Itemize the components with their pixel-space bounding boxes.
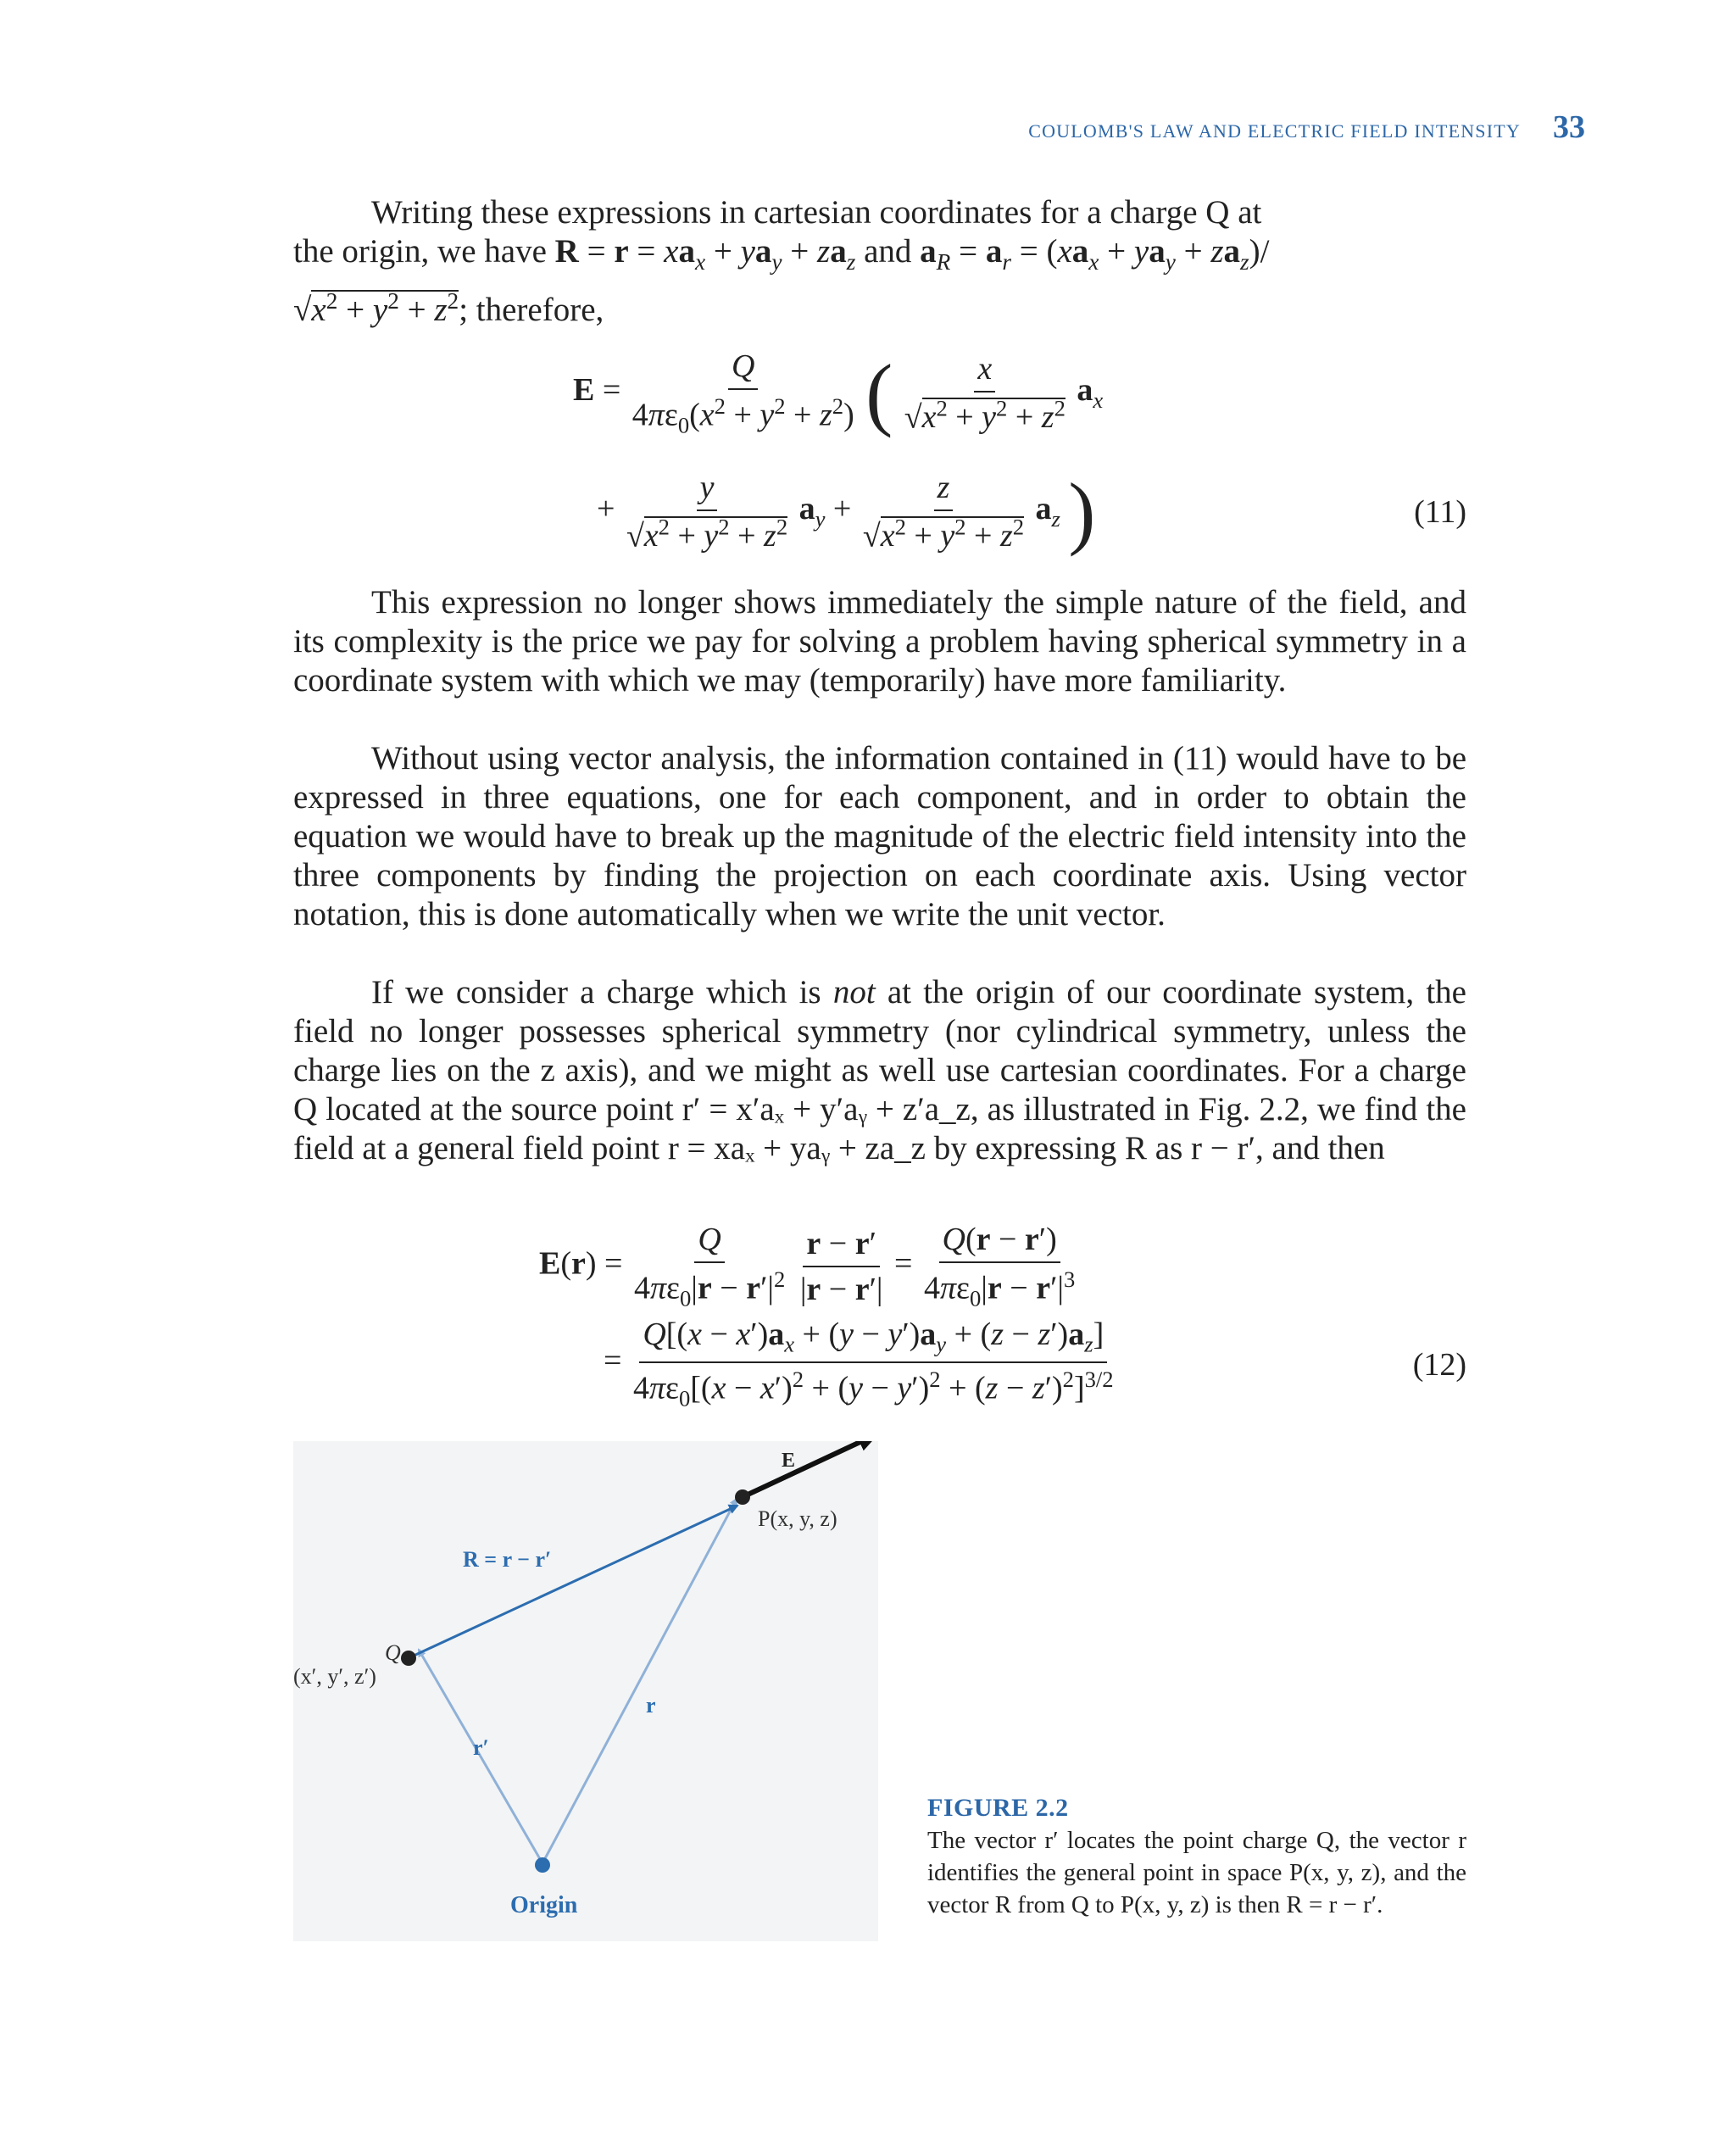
intro-line-1: Writing these expressions in cartesian coordinates for a charge Q at [371, 194, 1262, 231]
R-vector [412, 1506, 737, 1656]
running-title: COULOMB'S LAW AND ELECTRIC FIELD INTENSITY [1028, 120, 1521, 142]
page-number: 33 [1553, 109, 1585, 145]
R-label: R = r − r′ [463, 1547, 552, 1572]
figure-caption-text: The vector r′ locates the point charge Q, the vector r identifies the general point in space P(x, y, z), and the vector R from Q to P(x, y, z) is then R = r − r′. [927, 1827, 1466, 1918]
paragraph-2: This expression no longer shows immediately the simple nature of the field, and its complexity is the price we pay for solving a problem having spherical symmetry in a coordinate system with which we may (temporarily) have more familiarity. [293, 584, 1466, 699]
paragraph-4: If we consider a charge which is not at the origin of our coordinate system, the field no longer possesses spherical symmetry (nor cylindrical symmetry, unless the charge lies on the z axis), and we might as well use cartesian coordinates. For a charge Q located at the source point r′ = x′aₓ + y′aᵧ + z′a_z, as illustrated in Fig. 2.2, we find the field at a general field point r = xaₓ + yaᵧ + za_z by expressing R as r − r′, and then [293, 974, 1466, 1166]
charge-point-Q [401, 1651, 416, 1666]
equation-12-line-2: = $\frac{Q[(x - x')a_x + (y - y')a_y + (z - z')a_z]}{4\pi\varepsilon_0[(x - x')^2 + (y - y')^2 + (z - z')^2]^{3/2}}$ [604, 1317, 1114, 1411]
r-prime-label: r′ [473, 1735, 489, 1760]
equation-12-line-1: E(r) = $\frac{Q}{4\pi\varepsilon_0|r - r'|^2}$ $\frac{r - r'}{|r - r'|}$ = $\frac{Q(r - r')}{4\pi\varepsilon_0|r - r'|^3}$ [539, 1222, 1076, 1311]
field-point-P [735, 1489, 750, 1505]
equation-11-line-2: + $\frac{y}{√x^2 + y^2 + z^2}$ $a_y$ + $\frac{z}{√x^2 + y^2 + z^2}$ $a_z$ ) [597, 466, 1096, 557]
equation-12-number: (12) [1412, 1347, 1466, 1383]
E-field-arrow [746, 1441, 876, 1495]
figure-caption [927, 1792, 1466, 1921]
equation-11-number: (11) [1414, 494, 1466, 530]
E-label: E [782, 1450, 796, 1472]
origin-label: Origin [510, 1892, 578, 1918]
P-label: P(x, y, z) [758, 1506, 837, 1531]
running-header [1028, 109, 1585, 146]
Q-coordinates-label: (x′, y′, z′) [293, 1664, 376, 1689]
paragraph-3: Without using vector analysis, the information contained in (11) would have to be expressed in three equations, one for each component, and in order to obtain the equation we would have to break up the magnitude of the electric field intensity into the three components by finding the projection on each coordinate axis. Using vector notation, this is done automatically when we write the unit vector. [293, 740, 1466, 933]
intro-paragraph [293, 193, 1466, 330]
intro-line-2: the origin, we have $R = r = xa_x + ya_y + za_z$ and $a_R = a_r = (xa_x + ya_y + za_z)/$ [293, 233, 1270, 275]
Q-label: Q [385, 1640, 401, 1665]
origin-point [535, 1857, 550, 1873]
equation-11-line-1: E = $\frac{Q}{4\pi\varepsilon_0(x^2 + y^2 + z^2)}$ ( $\frac{x}{√x^2 + y^2 + z^2}$ $a_x$ [573, 348, 1104, 438]
figure-2-2 [293, 1441, 878, 1941]
vector-diagram [293, 1441, 878, 1941]
intro-line-3: $√x^2 + y^2 + z^2$; therefore, [293, 287, 604, 328]
r-vector [542, 1499, 737, 1863]
r-label: r [646, 1693, 656, 1718]
figure-caption-title: FIGURE 2.2 [927, 1794, 1069, 1822]
